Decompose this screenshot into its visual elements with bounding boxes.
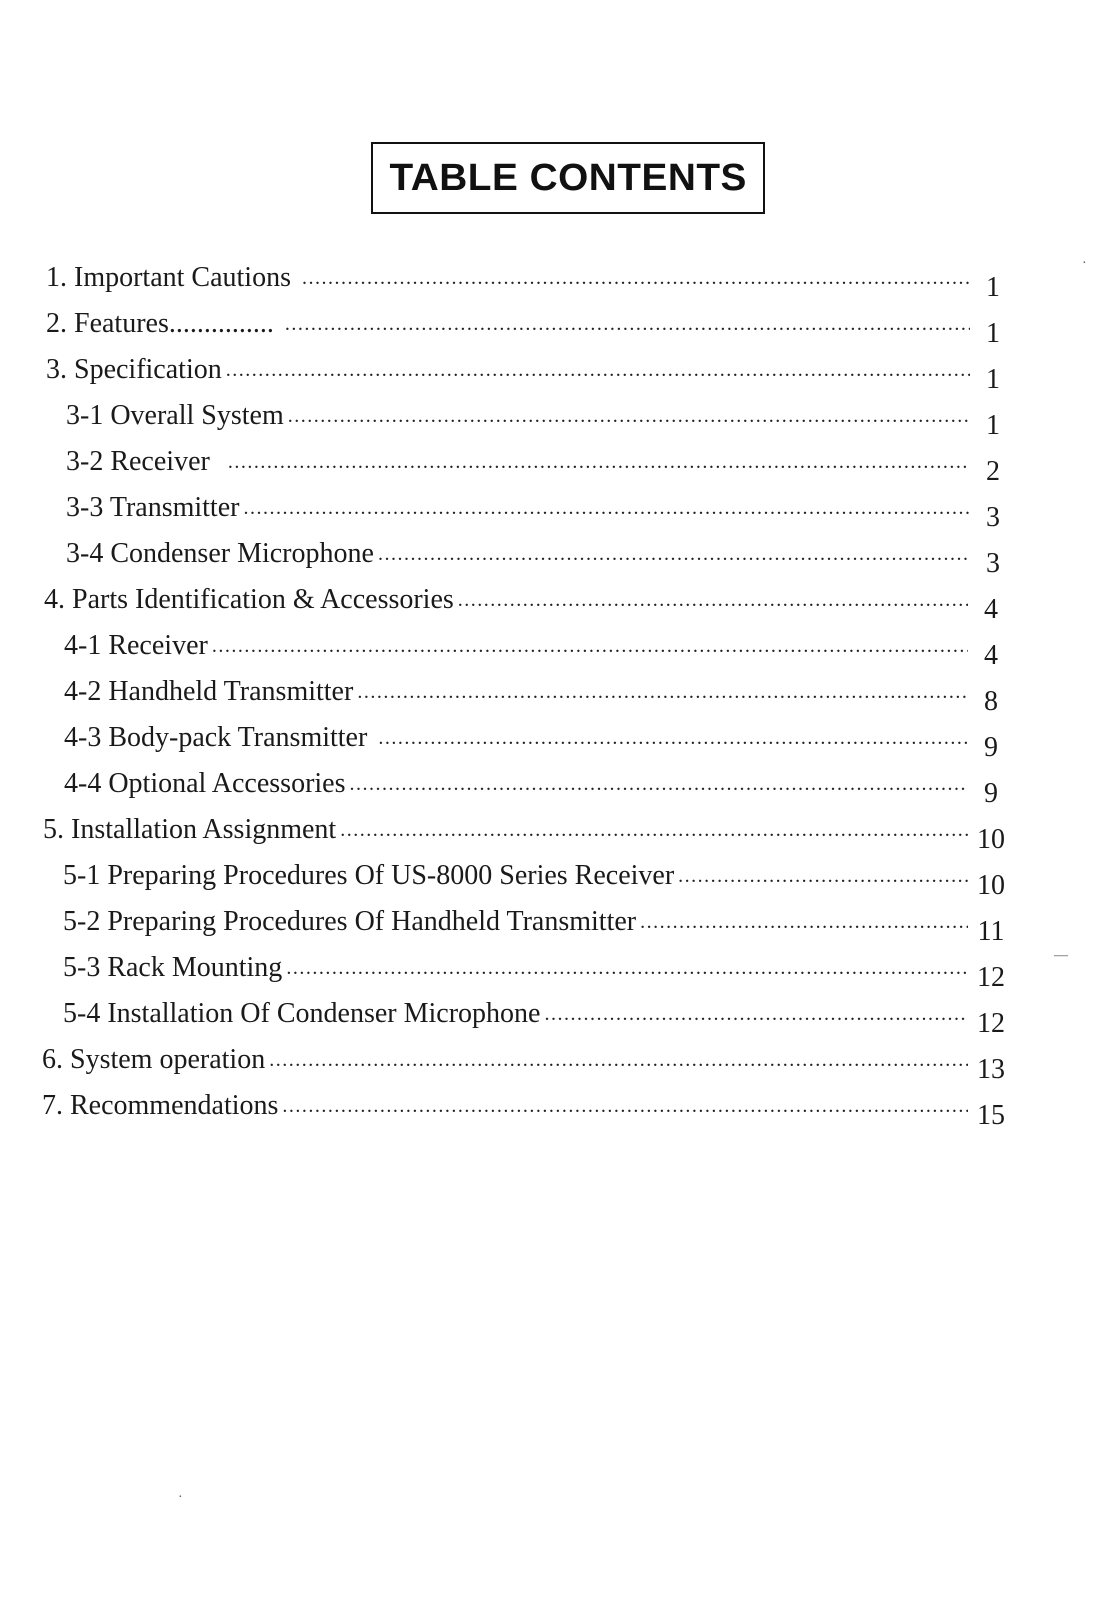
toc-entry	[43, 810, 1010, 855]
toc-entry-label: 5-1 Preparing Procedures Of US-8000 Series Receiver	[63, 860, 675, 891]
toc-entry-label: 3. Specification	[46, 354, 222, 385]
toc-entry	[46, 304, 1012, 349]
scan-speck: ·	[1082, 256, 1087, 271]
toc-leader-dots	[350, 764, 969, 804]
toc-entry-page: 12	[977, 1008, 1005, 1039]
toc-entry-page: 2	[986, 456, 1000, 487]
toc-leader-dots	[282, 1086, 968, 1126]
toc-entry-page: 1	[986, 410, 1000, 441]
toc-entry	[46, 258, 1012, 303]
toc-entry-label: 2. Features...............	[46, 308, 281, 339]
page-title: TABLE CONTENTS	[389, 156, 747, 199]
toc-entry	[42, 1040, 1010, 1085]
toc-entry-page: 13	[977, 1054, 1005, 1085]
toc-entry	[64, 718, 1010, 763]
toc-entry	[66, 442, 1012, 487]
toc-entry-label: 6. System operation	[42, 1044, 266, 1075]
toc-leader-dots	[458, 580, 968, 620]
toc-leader-dots	[286, 948, 968, 988]
toc-entry-page: 10	[977, 870, 1005, 901]
toc-entry-page: 1	[986, 272, 1000, 303]
toc-entry	[63, 856, 1010, 901]
toc-entry-label: 3-3 Transmitter	[66, 492, 240, 523]
toc-entry-page: 1	[986, 364, 1000, 395]
toc-entry	[44, 580, 1010, 625]
toc-leader-dots	[228, 442, 970, 482]
toc-entry-label: 1. Important Cautions	[46, 262, 298, 293]
toc-entry	[66, 488, 1012, 533]
toc-entry	[46, 350, 1012, 395]
toc-entry-label: 5-2 Preparing Procedures Of Handheld Transmitter	[63, 906, 637, 937]
toc-leader-dots	[226, 350, 970, 390]
toc-leader-dots	[212, 626, 968, 666]
toc-entry-page: 9	[984, 778, 998, 809]
toc-entry-page: 4	[984, 640, 998, 671]
toc-entry-label: 5-3 Rack Mounting	[63, 952, 283, 983]
toc-entry-page: 12	[977, 962, 1005, 993]
toc-leader-dots	[357, 672, 968, 712]
toc-entry-page: 4	[984, 594, 998, 625]
toc-entry-label: 5-4 Installation Of Condenser Microphone	[63, 998, 541, 1029]
toc-entry-label: 4-1 Receiver	[64, 630, 208, 661]
toc-entry-page: 9	[984, 732, 998, 763]
toc-entry	[64, 626, 1010, 671]
toc-leader-dots	[288, 396, 970, 436]
toc-entry	[63, 994, 1010, 1039]
toc-entry-page: 10	[977, 824, 1005, 855]
toc-leader-dots	[269, 1040, 968, 1080]
toc-entry-page: 3	[986, 502, 1000, 533]
toc-entry-label: 5. Installation Assignment	[43, 814, 337, 845]
toc-entry	[63, 902, 1010, 947]
toc-leader-dots	[378, 718, 968, 758]
toc-leader-dots	[544, 994, 968, 1034]
toc-entry	[63, 948, 1010, 993]
toc-entry-label: 7. Recommendations	[42, 1090, 279, 1121]
toc-entry	[42, 1086, 1010, 1131]
toc-entry-label: 4. Parts Identification & Accessories	[44, 584, 454, 615]
toc-entry-page: 1	[986, 318, 1000, 349]
toc-entry-page: 8	[984, 686, 998, 717]
toc-entry-label: 3-2 Receiver	[66, 446, 224, 477]
scan-speck: ·	[178, 1490, 183, 1505]
toc-entry-label: 4-3 Body-pack Transmitter	[64, 722, 375, 753]
toc-entry-page: 15	[977, 1100, 1005, 1131]
toc-entry-page: 3	[986, 548, 1000, 579]
toc-leader-dots	[378, 534, 970, 574]
toc-leader-dots	[340, 810, 968, 850]
toc-leader-dots	[285, 304, 970, 344]
toc-entry	[66, 534, 1012, 579]
toc-entry-label: 4-2 Handheld Transmitter	[64, 676, 354, 707]
scan-mark: —	[1054, 948, 1068, 963]
toc-entry	[64, 764, 1010, 809]
toc-entry	[66, 396, 1012, 441]
toc-entry	[64, 672, 1010, 717]
toc-entry-page: 11	[977, 916, 1005, 947]
toc-leader-dots	[243, 488, 970, 528]
title-box	[371, 142, 765, 214]
toc-entry-label: 4-4 Optional Accessories	[64, 768, 346, 799]
toc-leader-dots	[640, 902, 968, 942]
toc-entry-label: 3-4 Condenser Microphone	[66, 538, 374, 569]
toc-entry-label: 3-1 Overall System	[66, 400, 284, 431]
toc-leader-dots	[678, 856, 968, 896]
toc-leader-dots	[302, 258, 970, 298]
